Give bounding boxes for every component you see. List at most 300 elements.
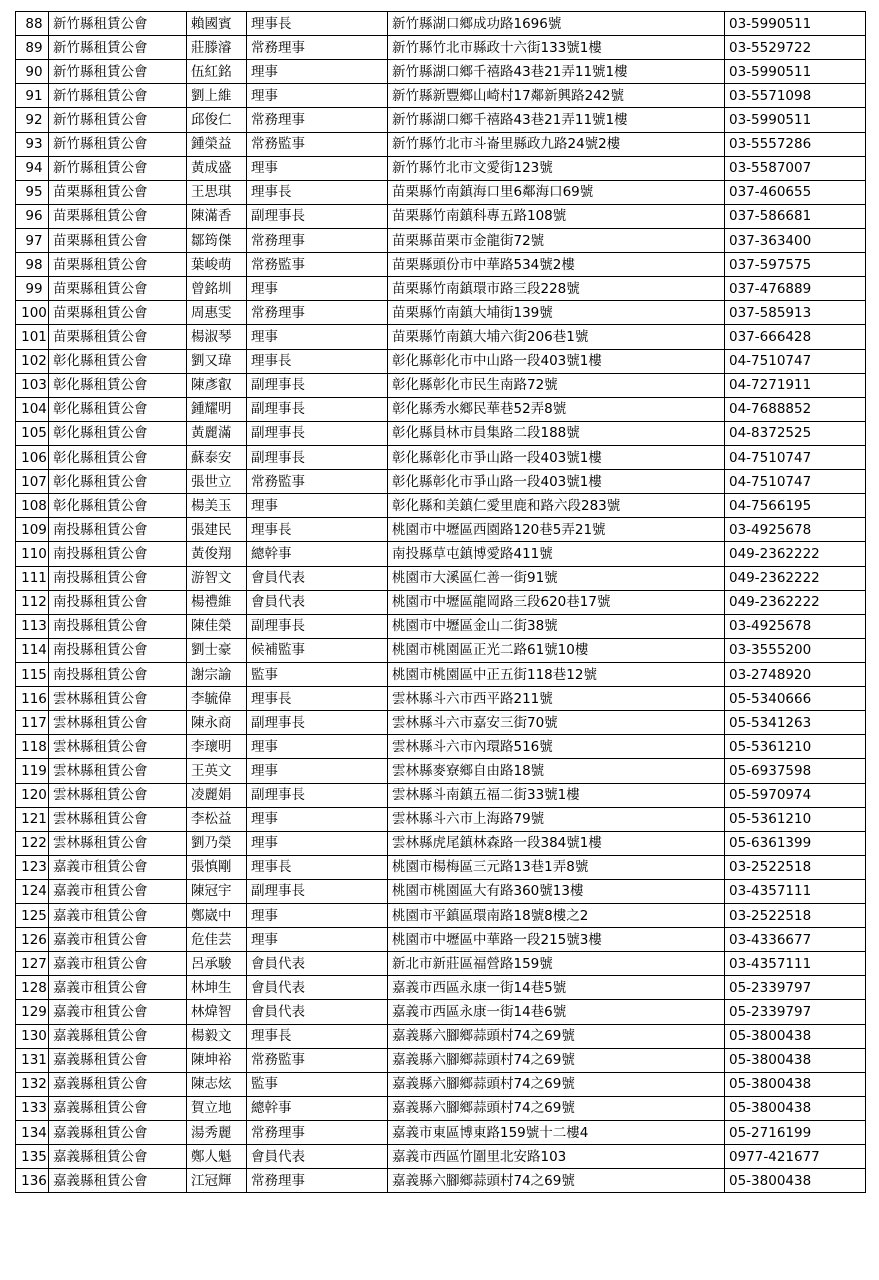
- member-phone: 03-5529722: [725, 36, 866, 60]
- row-number: 92: [16, 108, 49, 132]
- member-name: 鍾耀明: [187, 397, 247, 421]
- table-row: [16, 470, 866, 494]
- row-number: 130: [16, 1024, 49, 1048]
- member-position: 理事: [247, 759, 388, 783]
- member-name: 湯秀麗: [187, 1121, 247, 1145]
- member-phone: 04-7688852: [725, 397, 866, 421]
- member-phone: 05-2339797: [725, 1000, 866, 1024]
- member-position: 理事: [247, 831, 388, 855]
- member-address: 苗栗縣竹南鎮環市路三段228號: [388, 277, 725, 301]
- member-address: 新竹縣竹北市縣政十六街133號1樓: [388, 36, 725, 60]
- row-number: 101: [16, 325, 49, 349]
- member-phone: 049-2362222: [725, 590, 866, 614]
- member-position: 理事: [247, 807, 388, 831]
- member-position: 常務理事: [247, 1169, 388, 1193]
- row-number: 116: [16, 687, 49, 711]
- row-number: 89: [16, 36, 49, 60]
- member-position: 常務監事: [247, 253, 388, 277]
- member-name: 林坤生: [187, 976, 247, 1000]
- member-name: 賴國賓: [187, 12, 247, 36]
- table-row: [16, 928, 866, 952]
- association-name: 雲林縣租賃公會: [49, 711, 187, 735]
- member-name: 游智文: [187, 566, 247, 590]
- member-address: 新竹縣竹北市文愛街123號: [388, 156, 725, 180]
- association-name: 新竹縣租賃公會: [49, 132, 187, 156]
- table-row: [16, 421, 866, 445]
- member-phone: 05-5970974: [725, 783, 866, 807]
- row-number: 124: [16, 879, 49, 903]
- member-address: 嘉義縣六腳鄉蒜頭村74之69號: [388, 1072, 725, 1096]
- table-row: [16, 253, 866, 277]
- row-number: 91: [16, 84, 49, 108]
- row-number: 88: [16, 12, 49, 36]
- member-name: 李毓偉: [187, 687, 247, 711]
- member-position: 會員代表: [247, 1000, 388, 1024]
- member-phone: 03-5990511: [725, 108, 866, 132]
- member-name: 凌麗娟: [187, 783, 247, 807]
- association-name: 嘉義縣租賃公會: [49, 1024, 187, 1048]
- table-row: [16, 735, 866, 759]
- member-name: 鄭崴中: [187, 904, 247, 928]
- member-name: 王英文: [187, 759, 247, 783]
- member-position: 副理事長: [247, 373, 388, 397]
- table-row: [16, 976, 866, 1000]
- member-name: 王思琪: [187, 180, 247, 204]
- member-position: 理事: [247, 84, 388, 108]
- table-row: [16, 108, 866, 132]
- member-phone: 04-7510747: [725, 445, 866, 469]
- member-name: 李松益: [187, 807, 247, 831]
- table-row: [16, 1121, 866, 1145]
- row-number: 136: [16, 1169, 49, 1193]
- association-name: 雲林縣租賃公會: [49, 759, 187, 783]
- row-number: 94: [16, 156, 49, 180]
- association-name: 嘉義縣租賃公會: [49, 1072, 187, 1096]
- member-name: 莊滕濬: [187, 36, 247, 60]
- association-name: 雲林縣租賃公會: [49, 783, 187, 807]
- row-number: 133: [16, 1096, 49, 1120]
- member-phone: 037-476889: [725, 277, 866, 301]
- table-row: [16, 84, 866, 108]
- table-row: [16, 1000, 866, 1024]
- member-name: 鄒筠傑: [187, 228, 247, 252]
- association-name: 嘉義縣租賃公會: [49, 1121, 187, 1145]
- table-row: [16, 132, 866, 156]
- member-address: 苗栗縣竹南鎮大埔街139號: [388, 301, 725, 325]
- member-address: 桃園市中壢區西園路120巷5弄21號: [388, 518, 725, 542]
- member-position: 副理事長: [247, 783, 388, 807]
- table-row: [16, 687, 866, 711]
- member-name: 伍紅銘: [187, 60, 247, 84]
- member-name: 劉士豪: [187, 638, 247, 662]
- row-number: 113: [16, 614, 49, 638]
- member-phone: 03-4336677: [725, 928, 866, 952]
- member-address: 新北市新莊區福營路159號: [388, 952, 725, 976]
- member-phone: 037-586681: [725, 204, 866, 228]
- association-name: 南投縣租賃公會: [49, 518, 187, 542]
- member-address: 苗栗縣頭份市中華路534號2樓: [388, 253, 725, 277]
- roster-body: [16, 12, 866, 1193]
- member-phone: 03-2748920: [725, 662, 866, 686]
- row-number: 99: [16, 277, 49, 301]
- association-name: 彰化縣租賃公會: [49, 397, 187, 421]
- member-name: 謝宗諭: [187, 662, 247, 686]
- association-name: 南投縣租賃公會: [49, 542, 187, 566]
- member-position: 會員代表: [247, 952, 388, 976]
- table-row: [16, 807, 866, 831]
- member-phone: 05-2716199: [725, 1121, 866, 1145]
- member-address: 桃園市桃園區正光二路61號10樓: [388, 638, 725, 662]
- table-row: [16, 1072, 866, 1096]
- member-position: 常務監事: [247, 1048, 388, 1072]
- member-address: 桃園市中壢區金山二街38號: [388, 614, 725, 638]
- association-name: 彰化縣租賃公會: [49, 470, 187, 494]
- table-row: [16, 1048, 866, 1072]
- member-position: 理事長: [247, 687, 388, 711]
- member-phone: 03-4925678: [725, 614, 866, 638]
- member-address: 雲林縣虎尾鎮林森路一段384號1樓: [388, 831, 725, 855]
- table-row: [16, 277, 866, 301]
- association-name: 南投縣租賃公會: [49, 566, 187, 590]
- table-row: [16, 1096, 866, 1120]
- member-position: 理事: [247, 325, 388, 349]
- member-position: 常務監事: [247, 470, 388, 494]
- row-number: 119: [16, 759, 49, 783]
- row-number: 129: [16, 1000, 49, 1024]
- member-name: 危佳芸: [187, 928, 247, 952]
- member-phone: 037-363400: [725, 228, 866, 252]
- member-position: 理事: [247, 60, 388, 84]
- association-name: 南投縣租賃公會: [49, 662, 187, 686]
- member-address: 嘉義縣六腳鄉蒜頭村74之69號: [388, 1096, 725, 1120]
- member-name: 劉又瑋: [187, 349, 247, 373]
- member-phone: 05-2339797: [725, 976, 866, 1000]
- member-address: 新竹縣湖口鄉成功路1696號: [388, 12, 725, 36]
- association-name: 新竹縣租賃公會: [49, 12, 187, 36]
- member-position: 常務理事: [247, 36, 388, 60]
- member-name: 陳坤裕: [187, 1048, 247, 1072]
- member-position: 常務理事: [247, 301, 388, 325]
- table-row: [16, 12, 866, 36]
- association-name: 苗栗縣租賃公會: [49, 325, 187, 349]
- table-row: [16, 180, 866, 204]
- member-phone: 03-5571098: [725, 84, 866, 108]
- row-number: 96: [16, 204, 49, 228]
- member-phone: 049-2362222: [725, 566, 866, 590]
- row-number: 128: [16, 976, 49, 1000]
- member-phone: 05-5340666: [725, 687, 866, 711]
- member-name: 劉乃榮: [187, 831, 247, 855]
- member-position: 副理事長: [247, 204, 388, 228]
- member-address: 新竹縣新豐鄉山崎村17鄰新興路242號: [388, 84, 725, 108]
- member-position: 副理事長: [247, 614, 388, 638]
- member-address: 苗栗縣竹南鎮海口里6鄰海口69號: [388, 180, 725, 204]
- member-phone: 05-3800438: [725, 1096, 866, 1120]
- member-name: 葉峻萌: [187, 253, 247, 277]
- row-number: 104: [16, 397, 49, 421]
- table-row: [16, 60, 866, 84]
- row-number: 109: [16, 518, 49, 542]
- table-row: [16, 204, 866, 228]
- member-phone: 03-5587007: [725, 156, 866, 180]
- member-position: 會員代表: [247, 590, 388, 614]
- member-name: 張建民: [187, 518, 247, 542]
- association-name: 嘉義市租賃公會: [49, 879, 187, 903]
- member-address: 苗栗縣竹南鎮大埔六街206巷1號: [388, 325, 725, 349]
- association-name: 苗栗縣租賃公會: [49, 301, 187, 325]
- member-position: 監事: [247, 1072, 388, 1096]
- row-number: 110: [16, 542, 49, 566]
- member-phone: 05-3800438: [725, 1072, 866, 1096]
- table-row: [16, 494, 866, 518]
- member-address: 彰化縣彰化市爭山路一段403號1樓: [388, 445, 725, 469]
- association-name: 苗栗縣租賃公會: [49, 180, 187, 204]
- row-number: 103: [16, 373, 49, 397]
- member-address: 桃園市平鎮區環南路18號8樓之2: [388, 904, 725, 928]
- member-position: 理事長: [247, 855, 388, 879]
- member-phone: 05-3800438: [725, 1048, 866, 1072]
- table-row: [16, 373, 866, 397]
- row-number: 106: [16, 445, 49, 469]
- member-position: 理事: [247, 928, 388, 952]
- member-position: 理事: [247, 904, 388, 928]
- member-phone: 05-5341263: [725, 711, 866, 735]
- member-address: 新竹縣湖口鄉千禧路43巷21弄11號1樓: [388, 108, 725, 132]
- association-name: 嘉義市租賃公會: [49, 928, 187, 952]
- association-name: 嘉義市租賃公會: [49, 952, 187, 976]
- member-address: 雲林縣斗六市西平路211號: [388, 687, 725, 711]
- member-address: 彰化縣員林市員集路二段188號: [388, 421, 725, 445]
- member-name: 周惠雯: [187, 301, 247, 325]
- row-number: 135: [16, 1145, 49, 1169]
- member-name: 張慎剛: [187, 855, 247, 879]
- member-address: 苗栗縣竹南鎮科專五路108號: [388, 204, 725, 228]
- member-phone: 05-3800438: [725, 1024, 866, 1048]
- row-number: 121: [16, 807, 49, 831]
- member-name: 鄭人魁: [187, 1145, 247, 1169]
- member-position: 會員代表: [247, 976, 388, 1000]
- row-number: 123: [16, 855, 49, 879]
- table-row: [16, 590, 866, 614]
- table-row: [16, 662, 866, 686]
- member-phone: 037-585913: [725, 301, 866, 325]
- row-number: 112: [16, 590, 49, 614]
- row-number: 98: [16, 253, 49, 277]
- table-row: [16, 445, 866, 469]
- member-address: 雲林縣斗六市內環路516號: [388, 735, 725, 759]
- table-row: [16, 228, 866, 252]
- association-name: 嘉義市租賃公會: [49, 904, 187, 928]
- row-number: 117: [16, 711, 49, 735]
- row-number: 134: [16, 1121, 49, 1145]
- member-address: 雲林縣斗六市嘉安三街70號: [388, 711, 725, 735]
- member-phone: 04-8372525: [725, 421, 866, 445]
- member-position: 理事長: [247, 349, 388, 373]
- member-address: 雲林縣斗六市上海路79號: [388, 807, 725, 831]
- member-phone: 03-2522518: [725, 904, 866, 928]
- member-name: 陳彥叡: [187, 373, 247, 397]
- row-number: 105: [16, 421, 49, 445]
- member-phone: 037-666428: [725, 325, 866, 349]
- member-phone: 03-4925678: [725, 518, 866, 542]
- member-address: 桃園市中壢區中華路一段215號3樓: [388, 928, 725, 952]
- member-name: 陳永商: [187, 711, 247, 735]
- row-number: 122: [16, 831, 49, 855]
- association-name: 南投縣租賃公會: [49, 638, 187, 662]
- member-name: 蘇泰安: [187, 445, 247, 469]
- member-name: 楊美玉: [187, 494, 247, 518]
- table-row: [16, 831, 866, 855]
- member-position: 會員代表: [247, 566, 388, 590]
- row-number: 115: [16, 662, 49, 686]
- member-position: 常務理事: [247, 228, 388, 252]
- member-position: 常務監事: [247, 132, 388, 156]
- member-address: 彰化縣彰化市中山路一段403號1樓: [388, 349, 725, 373]
- member-position: 理事長: [247, 12, 388, 36]
- member-position: 候補監事: [247, 638, 388, 662]
- member-name: 賀立地: [187, 1096, 247, 1120]
- member-phone: 05-6937598: [725, 759, 866, 783]
- member-address: 彰化縣和美鎮仁愛里鹿和路六段283號: [388, 494, 725, 518]
- association-name: 新竹縣租賃公會: [49, 60, 187, 84]
- row-number: 118: [16, 735, 49, 759]
- member-name: 陳佳榮: [187, 614, 247, 638]
- table-row: [16, 759, 866, 783]
- association-name: 彰化縣租賃公會: [49, 421, 187, 445]
- table-row: [16, 904, 866, 928]
- member-phone: 05-5361210: [725, 807, 866, 831]
- member-address: 南投縣草屯鎮博愛路411號: [388, 542, 725, 566]
- table-row: [16, 783, 866, 807]
- association-name: 新竹縣租賃公會: [49, 108, 187, 132]
- member-address: 嘉義縣六腳鄉蒜頭村74之69號: [388, 1169, 725, 1193]
- member-position: 理事: [247, 156, 388, 180]
- row-number: 125: [16, 904, 49, 928]
- row-number: 114: [16, 638, 49, 662]
- member-name: 邱俊仁: [187, 108, 247, 132]
- association-name: 雲林縣租賃公會: [49, 687, 187, 711]
- member-position: 理事: [247, 494, 388, 518]
- member-name: 陳志炫: [187, 1072, 247, 1096]
- member-address: 彰化縣彰化市民生南路72號: [388, 373, 725, 397]
- association-name: 嘉義縣租賃公會: [49, 1169, 187, 1193]
- association-name: 苗栗縣租賃公會: [49, 204, 187, 228]
- association-name: 嘉義市租賃公會: [49, 855, 187, 879]
- association-name: 嘉義市租賃公會: [49, 1000, 187, 1024]
- row-number: 120: [16, 783, 49, 807]
- table-row: [16, 879, 866, 903]
- association-name: 彰化縣租賃公會: [49, 373, 187, 397]
- association-name: 苗栗縣租賃公會: [49, 277, 187, 301]
- member-roster-table: [15, 11, 866, 1193]
- association-name: 南投縣租賃公會: [49, 614, 187, 638]
- member-name: 曾銘圳: [187, 277, 247, 301]
- member-phone: 05-3800438: [725, 1169, 866, 1193]
- member-phone: 05-6361399: [725, 831, 866, 855]
- table-row: [16, 952, 866, 976]
- member-phone: 03-5990511: [725, 60, 866, 84]
- member-name: 楊禮維: [187, 590, 247, 614]
- member-name: 鍾榮益: [187, 132, 247, 156]
- table-row: [16, 711, 866, 735]
- association-name: 苗栗縣租賃公會: [49, 228, 187, 252]
- association-name: 新竹縣租賃公會: [49, 36, 187, 60]
- member-position: 理事: [247, 277, 388, 301]
- member-phone: 037-597575: [725, 253, 866, 277]
- member-position: 理事長: [247, 180, 388, 204]
- member-address: 苗栗縣苗栗市金龍街72號: [388, 228, 725, 252]
- member-phone: 03-5990511: [725, 12, 866, 36]
- association-name: 嘉義市租賃公會: [49, 976, 187, 1000]
- table-row: [16, 349, 866, 373]
- member-address: 嘉義市西區竹圍里北安路103: [388, 1145, 725, 1169]
- member-position: 副理事長: [247, 879, 388, 903]
- member-phone: 03-5557286: [725, 132, 866, 156]
- association-name: 嘉義縣租賃公會: [49, 1048, 187, 1072]
- member-address: 新竹縣竹北市斗崙里縣政九路24號2樓: [388, 132, 725, 156]
- member-address: 桃園市大溪區仁善一街91號: [388, 566, 725, 590]
- member-name: 江冠輝: [187, 1169, 247, 1193]
- member-address: 雲林縣麥寮鄉自由路18號: [388, 759, 725, 783]
- member-phone: 03-4357111: [725, 952, 866, 976]
- member-name: 劉上維: [187, 84, 247, 108]
- member-address: 嘉義市西區永康一街14巷5號: [388, 976, 725, 1000]
- member-address: 嘉義市西區永康一街14巷6號: [388, 1000, 725, 1024]
- association-name: 新竹縣租賃公會: [49, 84, 187, 108]
- member-address: 桃園市桃園區中正五街118巷12號: [388, 662, 725, 686]
- member-phone: 05-5361210: [725, 735, 866, 759]
- member-address: 嘉義縣六腳鄉蒜頭村74之69號: [388, 1024, 725, 1048]
- member-position: 副理事長: [247, 711, 388, 735]
- row-number: 95: [16, 180, 49, 204]
- member-address: 彰化縣彰化市爭山路一段403號1樓: [388, 470, 725, 494]
- member-phone: 04-7271911: [725, 373, 866, 397]
- member-name: 陳冠宇: [187, 879, 247, 903]
- table-row: [16, 638, 866, 662]
- member-name: 楊毅文: [187, 1024, 247, 1048]
- member-name: 林煒智: [187, 1000, 247, 1024]
- table-row: [16, 325, 866, 349]
- association-name: 彰化縣租賃公會: [49, 445, 187, 469]
- member-position: 理事長: [247, 518, 388, 542]
- member-position: 理事: [247, 735, 388, 759]
- member-position: 總幹事: [247, 1096, 388, 1120]
- member-name: 黃成盛: [187, 156, 247, 180]
- row-number: 131: [16, 1048, 49, 1072]
- member-position: 副理事長: [247, 397, 388, 421]
- association-name: 雲林縣租賃公會: [49, 831, 187, 855]
- association-name: 嘉義縣租賃公會: [49, 1096, 187, 1120]
- member-name: 陳滿香: [187, 204, 247, 228]
- table-row: [16, 566, 866, 590]
- row-number: 127: [16, 952, 49, 976]
- member-position: 監事: [247, 662, 388, 686]
- member-position: 理事長: [247, 1024, 388, 1048]
- table-row: [16, 397, 866, 421]
- table-row: [16, 614, 866, 638]
- member-position: 常務理事: [247, 1121, 388, 1145]
- association-name: 南投縣租賃公會: [49, 590, 187, 614]
- row-number: 132: [16, 1072, 49, 1096]
- member-phone: 037-460655: [725, 180, 866, 204]
- association-name: 雲林縣租賃公會: [49, 807, 187, 831]
- row-number: 102: [16, 349, 49, 373]
- table-row: [16, 156, 866, 180]
- row-number: 126: [16, 928, 49, 952]
- row-number: 97: [16, 228, 49, 252]
- member-address: 新竹縣湖口鄉千禧路43巷21弄11號1樓: [388, 60, 725, 84]
- member-position: 常務理事: [247, 108, 388, 132]
